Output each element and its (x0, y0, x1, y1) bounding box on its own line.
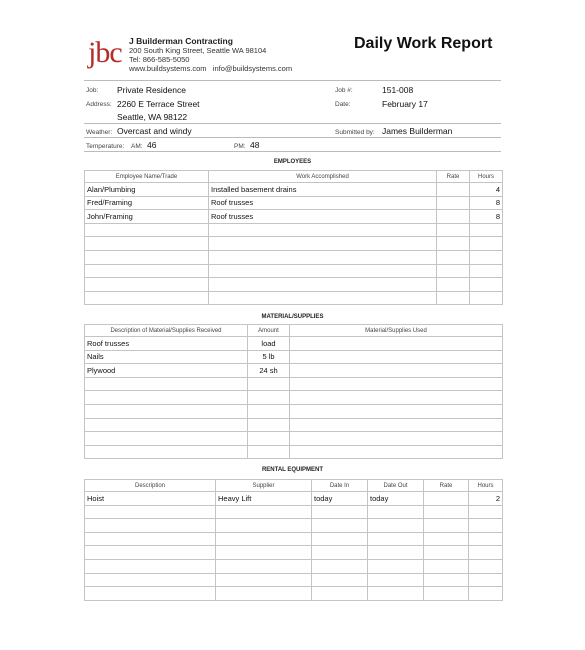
table-row (85, 183, 503, 197)
table-cell[interactable] (248, 391, 290, 405)
table-cell[interactable] (437, 196, 470, 210)
rental-section-title: RENTAL EQUIPMENT (261, 467, 324, 473)
company-name: J Builderman Contracting (129, 36, 233, 46)
table-cell[interactable] (470, 250, 503, 264)
table-cell[interactable] (85, 418, 248, 432)
table-cell[interactable] (290, 364, 503, 378)
table-cell[interactable] (424, 532, 469, 546)
pm-value: 48 (250, 140, 260, 150)
table-row (85, 404, 503, 418)
rental-header-row (85, 480, 503, 492)
table-cell[interactable]: 5 lb (248, 350, 290, 364)
table-cell[interactable] (216, 532, 312, 546)
table-row (85, 237, 503, 251)
table-cell[interactable] (209, 264, 437, 278)
table-cell[interactable] (469, 546, 503, 560)
table-cell[interactable] (290, 404, 503, 418)
table-cell[interactable] (85, 505, 216, 519)
table-cell[interactable] (368, 546, 424, 560)
table-cell[interactable] (368, 573, 424, 587)
company-address: 200 South King Street, Seattle WA 98104 (129, 46, 267, 55)
table-cell[interactable] (248, 377, 290, 391)
table-cell[interactable]: 24 sh (248, 364, 290, 378)
table-cell[interactable] (469, 505, 503, 519)
column-header: Date Out (368, 480, 424, 492)
table-cell[interactable] (424, 573, 469, 587)
table-cell[interactable] (85, 250, 209, 264)
table-cell[interactable] (437, 237, 470, 251)
table-cell[interactable] (85, 573, 216, 587)
table-cell[interactable]: Heavy Lift (216, 492, 312, 506)
table-cell[interactable] (437, 250, 470, 264)
column-header: Description of Material/Supplies Received (85, 325, 248, 337)
header-divider (84, 80, 501, 81)
column-header: Description (85, 480, 216, 492)
table-cell[interactable] (470, 264, 503, 278)
table-row (85, 250, 503, 264)
page-title: Daily Work Report (354, 35, 493, 52)
table-cell[interactable]: Plywood (85, 364, 248, 378)
table-row (85, 532, 503, 546)
table-cell[interactable] (368, 587, 424, 601)
table-cell[interactable]: today (368, 492, 424, 506)
table-cell[interactable] (209, 291, 437, 305)
am-value: 46 (147, 140, 157, 150)
job-number-value: 151-008 (382, 85, 414, 95)
table-cell[interactable] (368, 532, 424, 546)
table-cell[interactable]: Roof trusses (209, 196, 437, 210)
table-cell[interactable]: 8 (470, 210, 503, 224)
table-row (85, 505, 503, 519)
table-cell[interactable] (85, 237, 209, 251)
table-cell[interactable] (85, 587, 216, 601)
materials-section-title: MATERIAL/SUPPLIES (261, 314, 324, 320)
submitted-by-label: Submitted by: (335, 129, 375, 136)
table-cell[interactable]: Hoist (85, 492, 216, 506)
table-cell[interactable] (368, 505, 424, 519)
table-cell[interactable] (85, 391, 248, 405)
table-cell[interactable] (290, 350, 503, 364)
pm-label: PM: (234, 143, 246, 150)
table-cell[interactable] (216, 519, 312, 533)
table-cell[interactable] (469, 573, 503, 587)
table-cell[interactable] (85, 291, 209, 305)
date-value: February 17 (382, 99, 428, 109)
table-cell[interactable]: Alan/Plumbing (85, 183, 209, 197)
table-cell[interactable]: 2 (469, 492, 503, 506)
table-cell[interactable] (437, 183, 470, 197)
table-cell[interactable] (209, 223, 437, 237)
table-cell[interactable] (368, 519, 424, 533)
column-header: Hours (469, 480, 503, 492)
company-email: info@buildsystems.com (212, 64, 293, 73)
table-row (85, 210, 503, 224)
temperature-label: Temperature: (86, 143, 125, 150)
table-row (85, 546, 503, 560)
table-cell[interactable] (312, 532, 368, 546)
table-cell[interactable] (85, 519, 216, 533)
table-row (85, 377, 503, 391)
info-divider-1 (84, 123, 501, 124)
table-cell[interactable] (290, 377, 503, 391)
employees-table (84, 170, 503, 305)
date-label: Date: (335, 101, 351, 108)
table-row (85, 196, 503, 210)
table-cell[interactable] (469, 559, 503, 573)
weather-label: Weather: (86, 129, 113, 136)
table-cell[interactable]: load (248, 337, 290, 351)
table-cell[interactable] (312, 546, 368, 560)
table-cell[interactable] (424, 492, 469, 506)
table-cell[interactable] (424, 546, 469, 560)
table-cell[interactable] (290, 391, 503, 405)
table-cell[interactable] (85, 264, 209, 278)
materials-table (84, 324, 503, 459)
table-row (85, 350, 503, 364)
table-row (85, 492, 503, 506)
table-cell[interactable] (85, 223, 209, 237)
table-cell[interactable] (424, 519, 469, 533)
company-info (129, 37, 292, 73)
column-header: Supplier (216, 480, 312, 492)
table-cell[interactable] (437, 223, 470, 237)
table-cell[interactable] (290, 418, 503, 432)
table-row (85, 364, 503, 378)
table-cell[interactable] (290, 337, 503, 351)
table-cell[interactable] (312, 573, 368, 587)
table-cell[interactable] (312, 559, 368, 573)
table-cell[interactable] (85, 404, 248, 418)
job-number-label: Job #: (335, 87, 353, 94)
table-cell[interactable]: Roof trusses (85, 337, 248, 351)
table-cell[interactable]: Nails (85, 350, 248, 364)
table-cell[interactable] (437, 278, 470, 292)
table-cell[interactable] (470, 237, 503, 251)
table-cell[interactable] (290, 432, 503, 446)
table-row (85, 264, 503, 278)
table-cell[interactable] (85, 546, 216, 560)
table-cell[interactable] (216, 559, 312, 573)
table-row (85, 519, 503, 533)
table-row (85, 587, 503, 601)
table-row (85, 573, 503, 587)
table-cell[interactable] (248, 445, 290, 459)
table-cell[interactable]: 8 (470, 196, 503, 210)
table-cell[interactable] (248, 432, 290, 446)
table-cell[interactable] (470, 291, 503, 305)
table-cell[interactable] (209, 250, 437, 264)
column-header: Amount (248, 325, 290, 337)
table-row (85, 391, 503, 405)
table-cell[interactable] (312, 587, 368, 601)
table-cell[interactable] (368, 559, 424, 573)
table-cell[interactable] (469, 519, 503, 533)
table-cell[interactable] (424, 587, 469, 601)
materials-header-row (85, 325, 503, 337)
column-header: Rate (424, 480, 469, 492)
company-phone: Tel: 866-585-5050 (129, 55, 190, 64)
table-cell[interactable] (424, 559, 469, 573)
table-cell[interactable] (216, 546, 312, 560)
table-cell[interactable] (209, 237, 437, 251)
table-cell[interactable] (437, 291, 470, 305)
table-cell[interactable] (209, 278, 437, 292)
column-header: Work Accomplished (209, 171, 437, 183)
weather-value: Overcast and windy (117, 126, 192, 136)
table-cell[interactable] (85, 432, 248, 446)
table-cell[interactable] (85, 445, 248, 459)
table-cell[interactable] (85, 377, 248, 391)
table-cell[interactable] (248, 404, 290, 418)
table-cell[interactable] (469, 532, 503, 546)
column-header: Rate (437, 171, 470, 183)
table-cell[interactable] (290, 445, 503, 459)
table-cell[interactable] (437, 210, 470, 224)
table-row (85, 337, 503, 351)
table-row (85, 418, 503, 432)
rental-equipment-table (84, 479, 503, 601)
job-value: Private Residence (117, 85, 186, 95)
table-cell[interactable] (470, 278, 503, 292)
am-label: AM: (131, 143, 143, 150)
table-cell[interactable] (216, 573, 312, 587)
table-row (85, 559, 503, 573)
info-divider-2 (84, 137, 501, 138)
table-cell[interactable] (312, 519, 368, 533)
table-row (85, 432, 503, 446)
address-line2: Seattle, WA 98122 (117, 112, 188, 122)
employees-header-row (85, 171, 503, 183)
table-row (85, 278, 503, 292)
employees-section-title: EMPLOYEES (273, 159, 312, 165)
table-cell[interactable] (85, 278, 209, 292)
table-cell[interactable] (312, 505, 368, 519)
table-cell[interactable] (216, 505, 312, 519)
table-cell[interactable] (437, 264, 470, 278)
table-row (85, 223, 503, 237)
table-cell[interactable] (469, 587, 503, 601)
address-line1: 2260 E Terrace Street (117, 99, 200, 109)
company-web-line (129, 64, 292, 73)
info-divider-3 (84, 151, 501, 152)
job-label: Job: (86, 87, 99, 94)
table-cell[interactable]: 4 (470, 183, 503, 197)
column-header: Date In (312, 480, 368, 492)
table-cell[interactable] (424, 505, 469, 519)
table-cell[interactable]: Roof trusses (209, 210, 437, 224)
table-cell[interactable] (85, 532, 216, 546)
column-header: Hours (470, 171, 503, 183)
company-logo: jbc (88, 36, 122, 69)
table-cell[interactable]: Installed basement drains (209, 183, 437, 197)
table-row (85, 445, 503, 459)
table-cell[interactable] (248, 418, 290, 432)
table-cell[interactable]: Fred/Framing (85, 196, 209, 210)
table-cell[interactable] (85, 559, 216, 573)
table-cell[interactable] (470, 223, 503, 237)
table-cell[interactable] (216, 587, 312, 601)
column-header: Employee Name/Trade (85, 171, 209, 183)
address-label: Address: (86, 101, 112, 108)
table-row (85, 291, 503, 305)
table-cell[interactable]: John/Framing (85, 210, 209, 224)
column-header: Material/Supplies Used (290, 325, 503, 337)
company-website: www.buildsystems.com (129, 64, 207, 73)
table-cell[interactable]: today (312, 492, 368, 506)
submitted-by-value: James Builderman (382, 126, 453, 136)
